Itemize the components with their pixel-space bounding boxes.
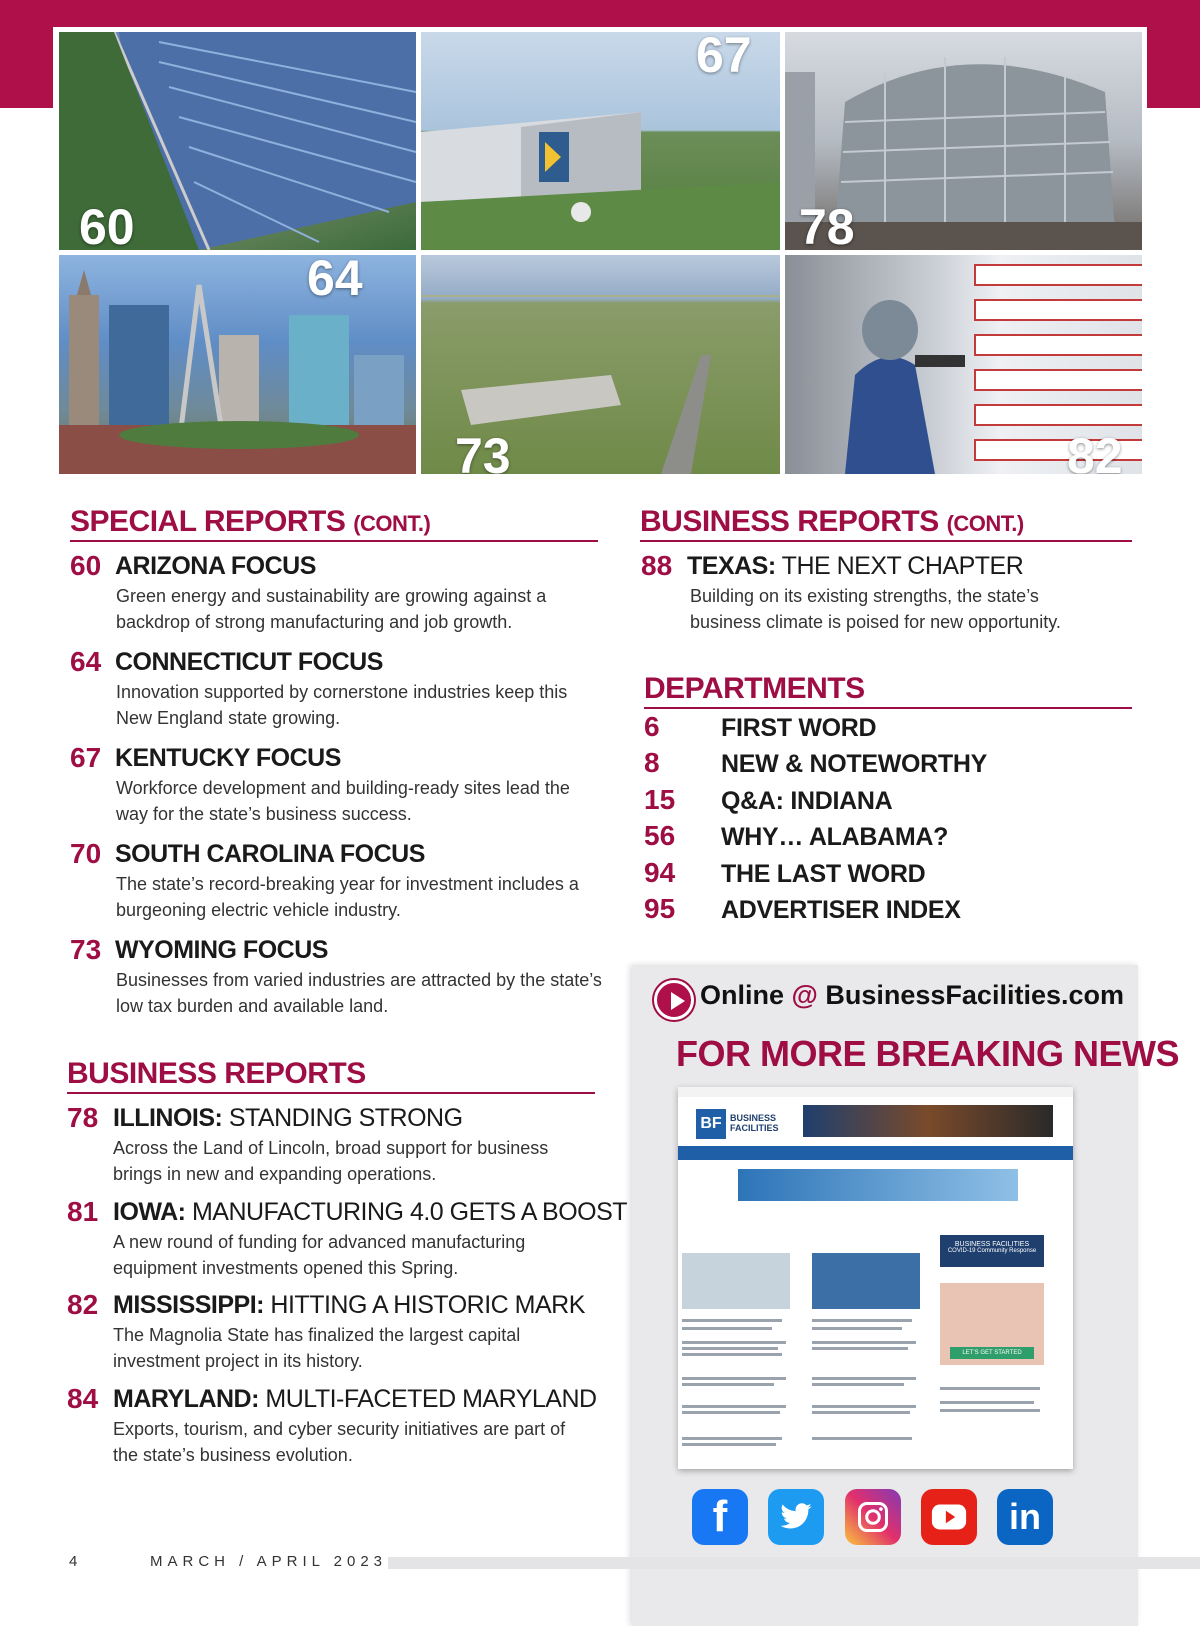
department-page-number: 6 [644,711,660,742]
entry-page-number: 78 [67,1102,99,1133]
department-label: Q&A: INDIANA [721,787,893,815]
entry-description: Exports, tourism, and cyber security initiatives are part of the state’s business evolution. [113,1419,566,1465]
contents-entry[interactable] [67,1289,612,1379]
business-reports-rule [67,1092,595,1094]
site-logo-name: BUSINESS FACILITIES [730,1113,779,1133]
site-article-image [682,1253,790,1309]
photo-kentucky-building [421,32,780,250]
department-label: NEW & NOTEWORTHY [721,750,988,778]
entry-title: MISSISSIPPI: HITTING A HISTORIC MARK [113,1291,585,1319]
entry-title: TEXAS: THE NEXT CHAPTER [687,552,1024,580]
entry-page-number: 67 [70,742,102,773]
footer-rule [388,1557,1200,1569]
entry-page-number: 70 [70,838,102,869]
entry-page-number: 60 [70,550,102,581]
entry-title: CONNECTICUT FOCUS [115,648,383,676]
business-reports-cont-rule [640,540,1132,542]
facebook-icon[interactable]: f [692,1489,748,1545]
department-page-number: 95 [644,893,676,924]
entry-description: A new round of funding for advanced manufacturing equipment investments opened this Spring. [113,1232,526,1278]
site-sidebar-photo: LET’S GET STARTED [940,1283,1044,1365]
contents-entry[interactable] [70,934,610,1024]
department-page-number: 15 [644,784,676,815]
special-reports-heading: SPECIAL REPORTS (CONT.) [70,505,431,538]
department-label: FIRST WORD [721,714,877,742]
department-label: WHY… ALABAMA? [721,823,949,851]
photo-arizona-solar [59,32,416,250]
site-covid-banner: BUSINESS FACILITIES COVID-19 Community Response [940,1235,1044,1267]
departments-heading: DEPARTMENTS [644,672,865,705]
entry-description: Across the Land of Lincoln, broad support for business brings in new and expanding operations. [113,1138,549,1184]
entry-title: IOWA: MANUFACTURING 4.0 GETS A BOOST [113,1198,628,1226]
entry-title: WYOMING FOCUS [115,936,328,964]
contents-entry[interactable] [70,550,610,640]
contents-entry[interactable] [67,1383,612,1473]
photo-connecticut-skyline [59,255,416,474]
entry-page-number: 82 [67,1289,99,1320]
photo-number: 78 [799,199,855,250]
business-reports-heading: BUSINESS REPORTS [67,1057,366,1090]
entry-title: KENTUCKY FOCUS [115,744,341,772]
entry-description: Green energy and sustainability are growing against a backdrop of strong manufacturing and job growth. [116,586,547,632]
instagram-camera-glyph [855,1499,891,1535]
department-label: THE LAST WORD [721,860,926,888]
entry-page-number: 84 [67,1383,99,1414]
site-promo-banner [738,1169,1018,1201]
site-top-bar [678,1087,1073,1097]
youtube-icon[interactable] [921,1489,977,1545]
contents-entry[interactable] [70,646,610,736]
entry-page-number: 88 [641,550,673,581]
entry-description: The state’s record-breaking year for investment includes a burgeoning electric vehicle industry. [116,874,579,920]
twitter-icon[interactable] [768,1489,824,1545]
department-label: ADVERTISER INDEX [721,896,961,924]
contents-entry[interactable] [70,742,610,832]
departments-rule [644,707,1132,709]
department-page-number: 8 [644,747,660,778]
photo-number: 73 [455,428,511,474]
site-article-image [812,1253,920,1309]
photo-number: 67 [696,32,752,83]
photo-number: 82 [1067,428,1123,474]
department-page-number: 56 [644,820,676,851]
entry-title: ARIZONA FOCUS [115,552,316,580]
entry-description: Building on its existing strengths, the state’s business climate is poised for new opportunity. [690,586,1061,632]
department-page-number: 94 [644,857,676,888]
entry-title: ILLINOIS: STANDING STRONG [113,1104,463,1132]
business-reports-cont-heading: BUSINESS REPORTS (CONT.) [640,505,1024,538]
twitter-bird-glyph [779,1502,813,1532]
entry-description: Workforce development and building-ready sites lead the way for the state’s business success. [116,778,570,824]
online-url[interactable]: Online @ BusinessFacilities.com [700,980,1124,1010]
page-number: 4 [69,1553,78,1570]
contents-entry[interactable] [67,1102,612,1192]
instagram-icon[interactable] [845,1489,901,1545]
photo-number: 64 [307,255,363,306]
site-logo: BF [696,1109,726,1139]
photo-illinois-dome [785,32,1142,250]
entry-description: Innovation supported by cornerstone industries keep this New England state growing. [116,682,568,728]
entry-description: Businesses from varied industries are attracted by the state’s low tax burden and available land. [116,970,602,1016]
site-nav-bar [678,1146,1073,1160]
photo-number: 60 [79,199,135,250]
contents-entry[interactable] [67,1196,628,1286]
website-screenshot[interactable] [678,1087,1073,1469]
entry-title: SOUTH CAROLINA FOCUS [115,840,425,868]
issue-date: MARCH / APRIL 2023 [150,1553,388,1570]
youtube-play-glyph [930,1503,968,1531]
entry-description: The Magnolia State has finalized the largest capital investment project in its history. [113,1325,521,1371]
breaking-news-tagline: FOR MORE BREAKING NEWS [676,1033,1180,1074]
linkedin-icon[interactable]: in [997,1489,1053,1545]
play-icon[interactable] [654,980,694,1020]
contents-entry[interactable] [641,550,1141,640]
contents-entry[interactable] [70,838,610,928]
photo-wyoming-aerial [421,255,780,474]
entry-page-number: 73 [70,934,102,965]
photo-mississippi-worker [785,255,1142,474]
special-reports-rule [70,540,598,542]
entry-page-number: 64 [70,646,102,677]
entry-page-number: 81 [67,1196,99,1227]
entry-title: MARYLAND: MULTI-FACETED MARYLAND [113,1385,597,1413]
site-header-ad [803,1105,1053,1137]
